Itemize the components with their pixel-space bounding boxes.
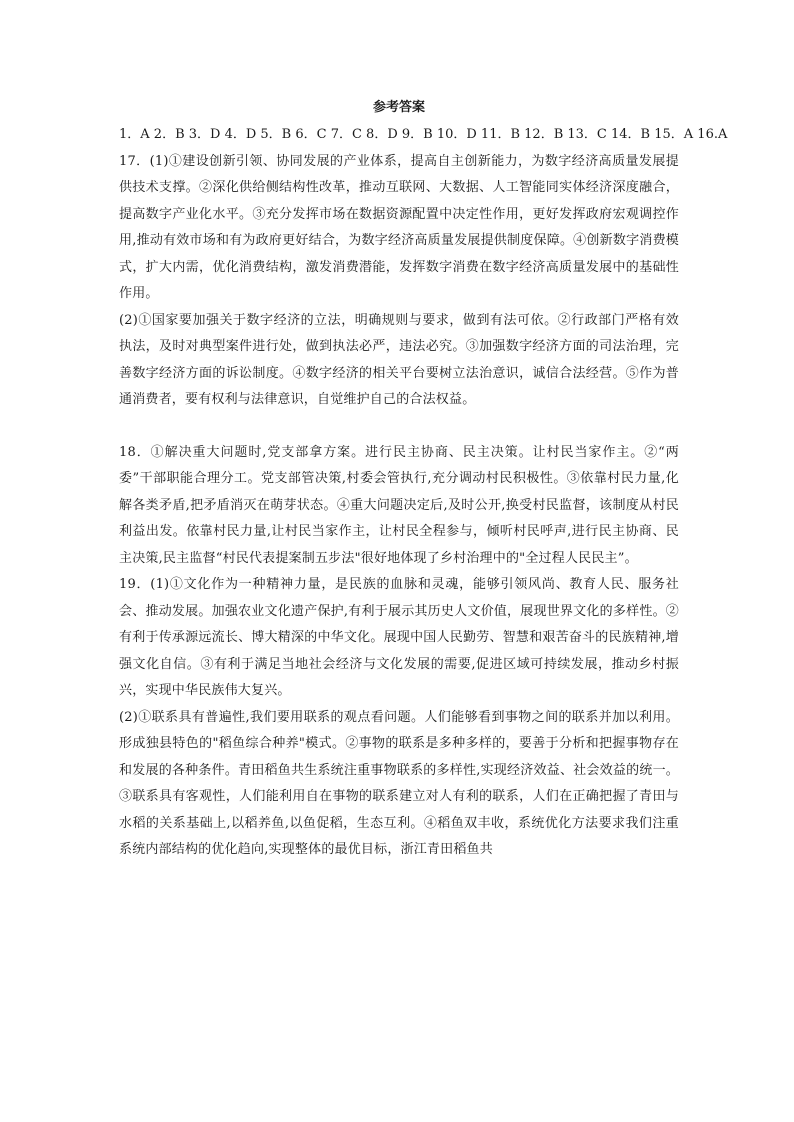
question-18: 18．①解决重大问题时,党支部拿方案。进行民主协商、民主决策。让村民当家作主。②“两委”干部职能合理分工。党支部管决策,村委会管执行,充分调动村民积极性。③依靠村民力量,化解各类矛盾,把矛盾消灭在萌芽状态。④重大问题决定后,及时公开,换受村民监督，该制度从村民利益出发。依靠村民力量,让村民当家作主，让村民全程参与，倾听村民呼声,进行民主协商、民主决策,民主监督“村民代表提案制五步法"很好地体现了乡村治理中的"全过程人民民主”。 [119, 444, 679, 566]
question-17-part-1: 17．(1)①建设创新引领、协同发展的产业体系，提高自主创新能力，为数字经济高质量发展提供技术支撑。②深化供给侧结构性改革，推动互联网、大数据、人工智能同实体经济深度融合，提高数字产业化水平。③充分发挥市场在数据资源配置中决定性作用，更好发挥政府宏观调控作用,推动有效市场和有为政府更好结合，为数字经济高质量发展提供制度保障。④创新数字消费模式，扩大内需，优化消费结构，激发消费潜能，发挥数字消费在数字经济高质量发展中的基础性作用。 [119, 153, 679, 301]
question-17-part-2: (2)①国家要加强关于数字经济的立法，明确规则与要求，做到有法可依。②行政部门严格有效执法，及时对典型案件进行处，做到执法必严，违法必究。③加强数字经济方面的司法治理，完善数字经济方面的诉讼制度。④数字经济的相关平台要树立法治意识，诚信合法经营。⑤作为普通消费者，要有权利与法律意识，自觉维护自己的合法权益。 [119, 312, 679, 407]
paragraph-spacer [119, 414, 679, 440]
answer-sheet [119, 98, 728, 864]
multiple-choice-answers: 1．A 2．B 3．D 4．D 5．B 6．C 7．C 8．D 9．B 10．D 11．B 12．B 13．C 14．B 15．A 16.A [119, 127, 728, 142]
question-19-part-1: 19．(1)①文化作为一种精神力量，是民族的血脉和灵魂，能够引领风尚、教育人民、服务社会、推动发展。加强农业文化遗产保护,有利于展示其历史人文价值，展现世界文化的多样性。②有利于传承源远流长、博大精深的中华文化。展现中国人民勤劳、智慧和艰苦奋斗的民族精神,增强文化自信。③有利于满足当地社会经济与文化发展的需要,促进区域可持续发展，推动乡村振兴，实现中华民族伟大复兴。 [119, 577, 679, 698]
page-title: 参考答案 [372, 100, 425, 115]
question-19-part-2: (2)①联系具有普遍性,我们要用联系的观点看问题。人们能够看到事物之间的联系并加以利用。形成独县特色的"稻鱼综合种养"模式。②事物的联系是多种多样的，要善于分析和把握事物存在和发展的各种条件。青田稻鱼共生系统注重事物联系的多样性,实现经济效益、社会效益的统一。③联系具有客观性，人们能利用自在事物的联系建立对人有利的联系，人们在正确把握了青田与水稻的关系基础上,以稻养鱼,以鱼促稻，生态互利。④稻鱼双丰收，系统优化方法要求我们注重系统内部结构的优化趋向,实现整体的最优目标，浙江青田稻鱼共 [119, 709, 679, 857]
